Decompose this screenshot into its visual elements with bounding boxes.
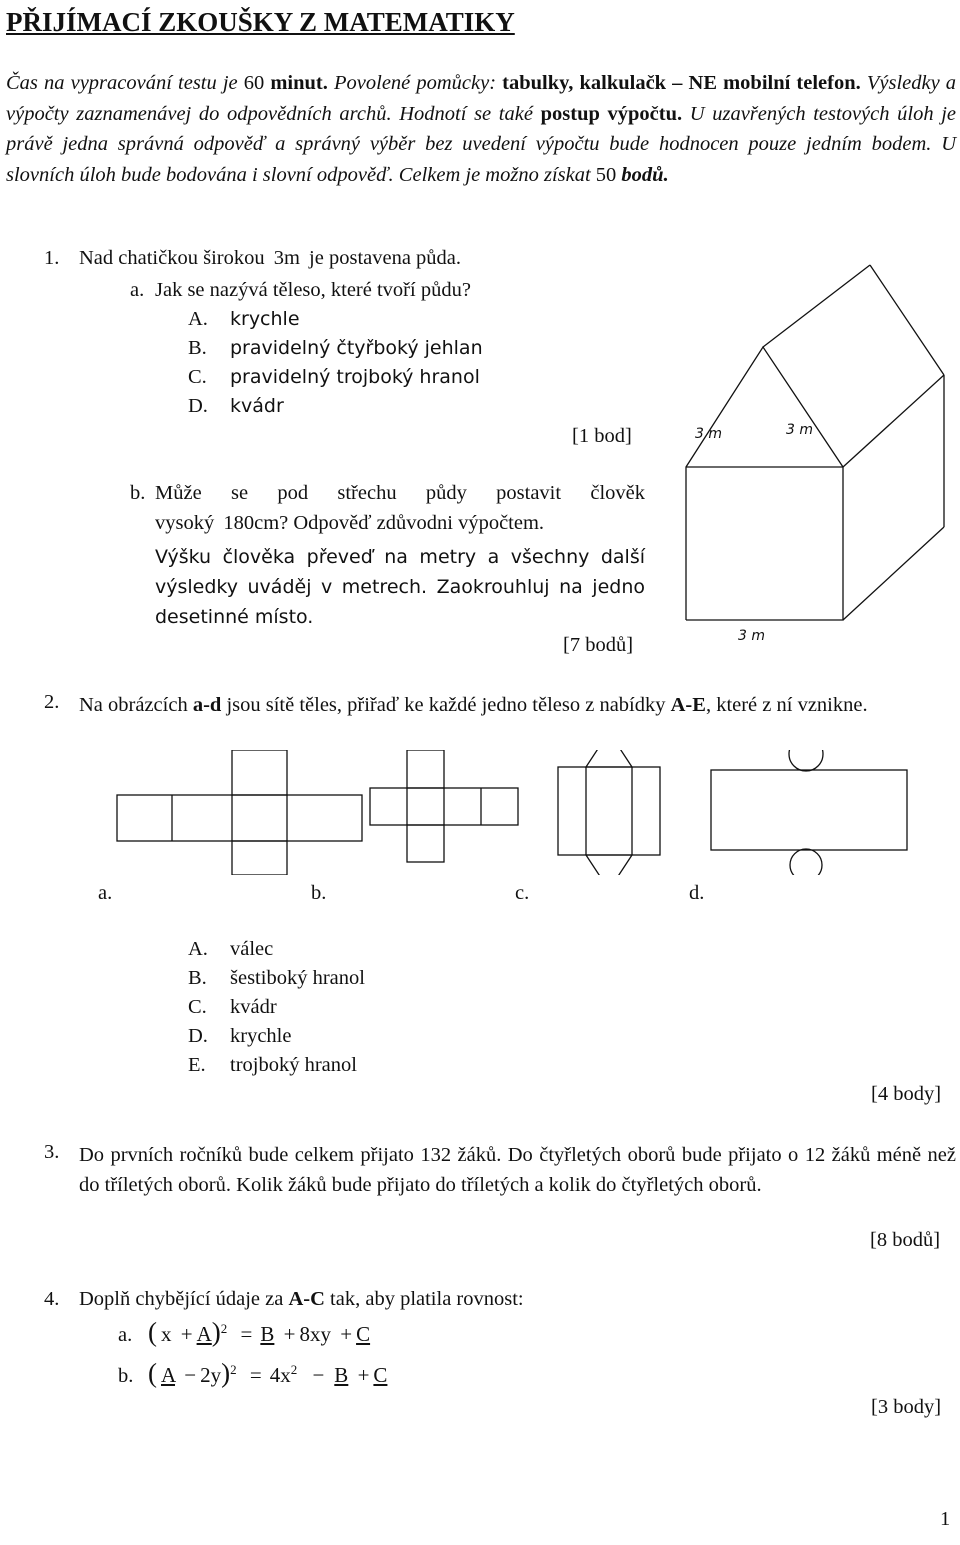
- net-c-triangular-prism: [558, 750, 660, 875]
- intro-text-1: Čas na vypracování testu je: [6, 72, 238, 94]
- eq-blank-c: C: [373, 1363, 388, 1387]
- q4-text-a: Doplň chybějící údaje za: [79, 1288, 284, 1310]
- net-label: b.: [311, 882, 327, 904]
- eq-term: x: [161, 1322, 172, 1346]
- q1-option-text: kvádr: [230, 395, 284, 417]
- q3-number: 3.: [44, 1141, 60, 1163]
- intro-tools: tabulky, kalkulačk – NE mobilní telefon.: [502, 72, 861, 94]
- q1-text-b: je postavena půda.: [309, 247, 462, 269]
- eq-blank-a: A: [196, 1322, 212, 1346]
- intro-text-2: Povolené pomůcky:: [334, 72, 497, 94]
- q1b-paragraph: Výšku člověka převeď na metry a všechny další výsledky uváděj v metrech. Zaokrouhluj na jedno desetinné místo.: [155, 546, 645, 628]
- q2-option-text: trojboký hranol: [230, 1054, 357, 1076]
- q2-text-a: Na obrázcích: [79, 694, 188, 716]
- eq-blank-b: B: [260, 1322, 275, 1346]
- house-figure: [680, 255, 960, 655]
- q2-option-letter: D.: [188, 1025, 208, 1047]
- q1b-line1: Může se pod střechu půdy postavit člověk: [155, 482, 645, 504]
- q4-text: [79, 1287, 524, 1312]
- q1b-height-unit: cm: [254, 512, 280, 534]
- eq-operator: +: [283, 1322, 296, 1346]
- instructions-paragraph: [6, 68, 956, 190]
- q2-range-ae: A-E: [670, 694, 706, 716]
- eq-blank-a: A: [161, 1363, 176, 1387]
- eq-operator: −: [312, 1363, 325, 1387]
- page-title: PŘIJÍMACÍ ZKOUŠKY Z MATEMATIKY: [6, 7, 515, 37]
- house-outline: [686, 265, 944, 620]
- eq-exponent: 2: [230, 1362, 237, 1377]
- net-b-cube: [370, 750, 518, 862]
- intro-bodu: bodů.: [621, 163, 669, 186]
- eq-operator: +: [340, 1322, 353, 1346]
- q4-text-b: tak, aby platila rovnost:: [330, 1288, 524, 1310]
- q2-option-letter: B.: [188, 967, 207, 989]
- nets-figure: [100, 750, 940, 875]
- q3-points: [8 bodů]: [870, 1229, 941, 1251]
- eq-paren: (: [148, 1358, 157, 1388]
- q4-points: [3 body]: [871, 1396, 942, 1418]
- q1-option-text: krychle: [230, 308, 300, 330]
- page-number: 1: [940, 1508, 951, 1530]
- eq-operator: =: [240, 1322, 253, 1346]
- q1b-height-value: 180: [223, 512, 255, 534]
- eq-term: 8xy: [299, 1322, 331, 1346]
- q2-text: [79, 690, 956, 720]
- eq-operator: +: [357, 1363, 370, 1387]
- eq-blank-c: C: [356, 1322, 371, 1346]
- q2-option-text: šestiboký hranol: [230, 967, 365, 989]
- q1-text: [79, 246, 461, 271]
- net-d-cylinder: [711, 750, 907, 875]
- q1-option-text: pravidelný trojboký hranol: [230, 366, 480, 388]
- equation-b: [148, 1357, 387, 1389]
- q1-option-letter: A.: [188, 308, 208, 330]
- eq-exponent: 2: [220, 1321, 228, 1336]
- eq-exponent: 2: [290, 1362, 298, 1377]
- q2-text-c: , které z ní vznikne.: [705, 694, 868, 716]
- eq-blank-b: B: [334, 1363, 349, 1387]
- intro-minut: minut.: [270, 72, 328, 94]
- intro-text-3: Výsledky a výpočty zaznamenávej do odpovědních archů. Hodnotí se také: [6, 72, 957, 125]
- net-label: c.: [515, 882, 530, 904]
- q3-text: Do prvních ročníků bude celkem přijato 132 žáků. Do čtyřletých oborů bude přijato o 12 žáků méně než do tříletých oborů. Kolik žáků bude přijato do tříletých a kolik do čtyřletých oborů.: [79, 1144, 956, 1196]
- figure-label-3m: 3 m: [695, 426, 722, 442]
- net-label: a.: [98, 882, 113, 904]
- net-a-cuboid: [117, 750, 362, 875]
- q1b-line2: [155, 511, 544, 536]
- q1-number: 1.: [44, 247, 60, 269]
- equation-a: [148, 1316, 370, 1348]
- eq-paren: ): [211, 1317, 221, 1347]
- q1-option-letter: B.: [188, 337, 207, 359]
- eq-operator: +: [180, 1322, 193, 1346]
- eq-paren: ): [221, 1358, 231, 1388]
- eq-term: 2y: [200, 1363, 222, 1387]
- eq-operator: =: [249, 1363, 262, 1387]
- q1-option-text: pravidelný čtyřboký jehlan: [230, 337, 483, 359]
- equation-a-label: a.: [118, 1324, 133, 1346]
- q1-width-value: 3: [273, 247, 284, 269]
- q1a-points: [1 bod]: [572, 425, 632, 447]
- q1b-points: [7 bodů]: [563, 634, 634, 656]
- q1b-label: b.: [130, 482, 146, 504]
- q1-text-a: Nad chatičkou širokou: [79, 247, 265, 269]
- q2-option-letter: E.: [188, 1054, 206, 1076]
- intro-postup: postup výpočtu.: [540, 102, 683, 125]
- eq-term: 4x: [269, 1363, 291, 1387]
- q1-width-unit: m: [283, 247, 300, 269]
- q2-text-b: jsou sítě těles, přiřaď ke každé jedno těleso z nabídky: [226, 694, 666, 716]
- q2-option-text: krychle: [230, 1025, 292, 1047]
- figure-label-3m: 3 m: [786, 422, 813, 438]
- eq-paren: (: [148, 1317, 157, 1347]
- q2-range-ad: a-d: [192, 694, 222, 716]
- q2-option-letter: A.: [188, 938, 208, 960]
- q1b-text-a: vysoký: [155, 512, 215, 534]
- q1-option-letter: D.: [188, 395, 208, 417]
- q2-option-letter: C.: [188, 996, 207, 1018]
- net-label: d.: [689, 882, 705, 904]
- q1-option-letter: C.: [188, 366, 207, 388]
- q2-option-text: válec: [230, 938, 274, 960]
- q2-number: 2.: [44, 691, 60, 713]
- q2-option-text: kvádr: [230, 996, 277, 1018]
- q4-range-ac: A-C: [288, 1288, 325, 1310]
- eq-operator: −: [184, 1363, 197, 1387]
- equation-b-label: b.: [118, 1365, 134, 1387]
- q1b-text-b: ? Odpověď zdůvodni výpočtem.: [279, 512, 545, 534]
- intro-total: 50: [595, 163, 617, 186]
- figure-label-3m: 3 m: [738, 628, 765, 644]
- q1a-text: Jak se nazývá těleso, které tvoří půdu?: [155, 279, 471, 301]
- intro-text-4: U uzavřených testových úloh je právě jedna správná odpověď a správný výběr bez uvedení výpočtu bude hodnocen pouze jedním bodem. U slovních úloh bude bodována i slovní odpověď. Celkem je možno získat: [6, 102, 957, 186]
- intro-minutes: 60: [243, 72, 265, 94]
- q2-points: [4 body]: [871, 1083, 942, 1105]
- q4-number: 4.: [44, 1288, 60, 1310]
- q1a-label: a.: [130, 279, 145, 301]
